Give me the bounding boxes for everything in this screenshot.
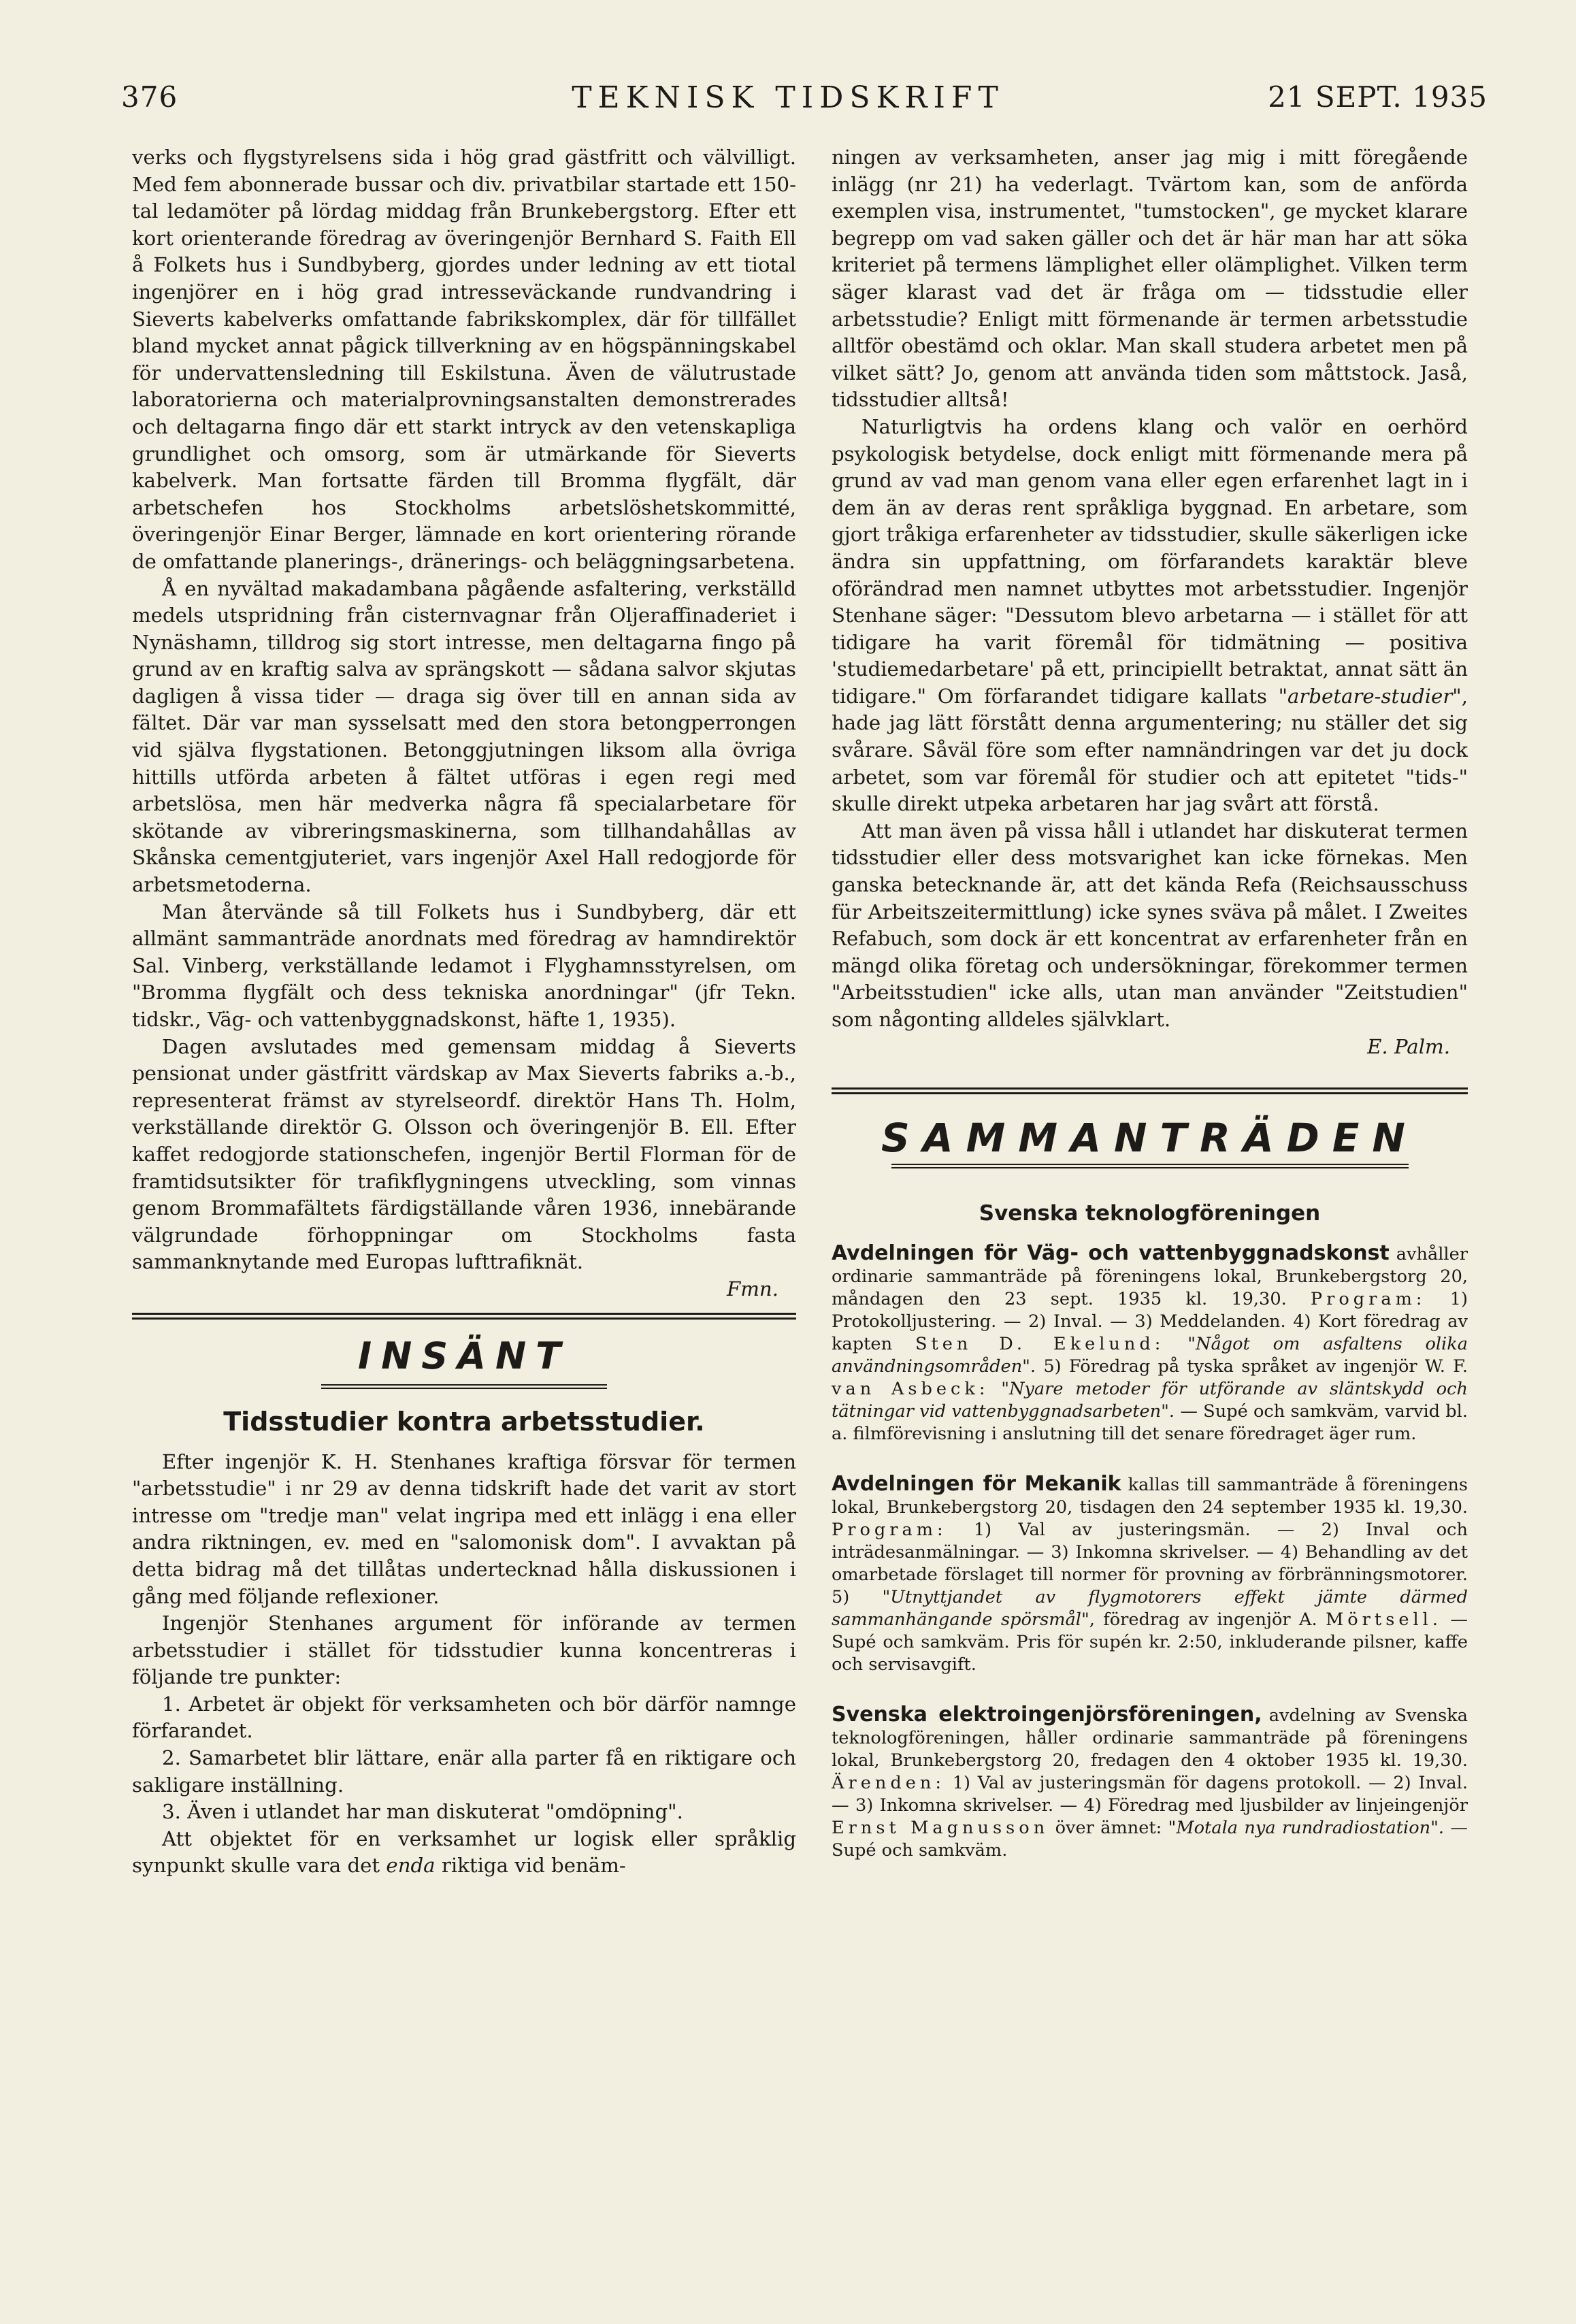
sammantraden-underline bbox=[891, 1164, 1409, 1168]
notice1-speaker1: Sten D. Ekelund: bbox=[915, 1334, 1165, 1355]
intro-paragraph-2: Å en nyvältad makadambana pågående asfaltering, verkställd medels utspridning från cisternvagnar från Oljeraffinaderiet i Nynäshamn, tilldrog sig stort intresse, men deltagarna fingo på grund av en kraftig salva av sprängskott — sådana salvor skjutas dagligen å vissa tider — draga sig över till en annan sida av fältet. Där var man sysselsatt med den stora betongperrongen vid själva flygstationen. Betonggjutningen liksom alla övriga hittills utförda arbeten å fältet utföras i egen regi med arbetslösa, men här medverka några få specialarbetare för skötande av vibreringsmaskinerna, som tillhandahållas av Skånska cementgjuteriet, vars ingenjör Axel Hall redogjorde för arbetsmetoderna. bbox=[132, 576, 796, 897]
notice-vag-vatten-heading: Avdelningen för Väg- och vattenbyggnadskonst bbox=[832, 1241, 1390, 1266]
notice-elektro-text bbox=[832, 1703, 1468, 1862]
article-point-3: 3. Även i utlandet har man diskuterat "omdöpning". bbox=[162, 1800, 683, 1824]
intro-paragraph-1: verks och flygstyrelsens sida i hög grad gästfritt och välvilligt. Med fem abonnerade bussar och div. privatbilar startade ett 150-tal ledamöter på lördag middag från Brunkebergstorg. Efter ett kort orienterande föredrag av överingenjör Bernhard S. Faith Ell å Folkets hus i Sundbyberg, gjordes under ledning av ett tiotal ingenjörer en i hög grad intresseväckande rundvandring i Sieverts kabelverks omfattande fabrikskomplex, där för tillfället bland mycket annat pågick tillverkning av en högspänningskabel för undervattensledning till Eskilstuna. Även de välutrustade laboratorierna och materialprovningsanstalten demonstrerades och deltagarna fingo där ett starkt intryck av den vetenskapliga grundlighet och omsorg, som är utmärkande för Sieverts kabelverk. Man fortsatte färden till Bromma flygfält, där arbetschefen hos Stockholms arbetslöshetskommitté, överingenjör Einar Berger, lämnade en kort orientering rörande de omfattande planerings-, dränerings- och beläggningsarbetena. bbox=[132, 146, 796, 573]
article-paragraph-2: Ingenjör Stenhanes argument för införande av termen arbetsstudier i stället för tidsstudier kunna koncentreras i följande tre punkter: bbox=[132, 1611, 796, 1689]
intro-signature: Fmn. bbox=[726, 1277, 778, 1300]
notice3-t2: 1) Val av justeringsmän för dagens protokoll. — 2) Inval. — 3) Inkomna skrivelser. — 4) Föredrag med ljusbilder av linjeingenjör bbox=[832, 1773, 1468, 1816]
org-heading: Svenska teknologföreningen bbox=[979, 1201, 1321, 1226]
notice1-t2: 1) Protokolljustering. — 2) Inval. — 3) Meddelanden. 4) Kort föredrag av kapten bbox=[832, 1289, 1468, 1355]
notice-vag-vatten bbox=[832, 1242, 1468, 1445]
p2-part-b: , hade jag lätt förstått denna argumentering; nu ställer det sig svårare. Såväl före som efter namnändringen var det ju dock arbetet, som var föremål för studier och att epitetet "tids-" skulle direkt utpeka arbetaren har jag svårt att förstå. bbox=[832, 684, 1468, 816]
notice1-t3: 5) Föredrag på tyska språket av ingenjör W. F. bbox=[1036, 1356, 1468, 1377]
sammantraden-rule-top bbox=[832, 1087, 1468, 1094]
article-paragraph-naturligtvis bbox=[832, 414, 1468, 818]
notice1-t4: — Supé och samkväm, varvid bl. a. filmförevisning i anslutning till det senare föredraget äger rum. bbox=[832, 1401, 1468, 1445]
notice3-program: Ärenden: bbox=[832, 1773, 945, 1794]
article-signature: E. Palm. bbox=[1367, 1034, 1450, 1058]
notice1-program: Program: bbox=[1310, 1289, 1426, 1310]
notice2-t2: 1) Val av justeringsmän. — 2) Inval och inträdesanmälningar. — 3) Inkomna skrivelser. — 4) Behandling av det omarbetade förslaget till normer för provning av förbränningsmotorer. 5) bbox=[832, 1520, 1468, 1608]
notice2-speaker: Mörtsell. bbox=[1326, 1609, 1442, 1631]
article-paragraph-utlandet: Att man även på vissa håll i utlandet har diskuterat termen tidsstudier eller dess motsvarighet kan icke förnekas. Men ganska betecknande är, att det kända Refa (Reichsausschuss für Arbeitszeitermittlung) icke synes sväva på målet. I Zweites Refabuch, som dock är ett koncentrat av erfarenheter från en mängd olika företag och undersökningar, förekommer termen "Arbeitsstudien" icke alls, utan man använder "Zeitstudien" som någonting alldeles självklart. bbox=[832, 819, 1468, 1031]
notice1-speaker2: van Asbeck: bbox=[832, 1379, 989, 1400]
notice1-title1: "Något om asfaltens olika användningsområden". bbox=[832, 1334, 1468, 1377]
intro-paragraph-3: Man återvände så till Folkets hus i Sundbyberg, där ett allmänt sammanträde anordnats med föredrag av hamndirektör Sal. Vinberg, verkställande ledamot i Flyghamnsstyrelsen, om "Bromma flygfält och dess tekniska anordningar" (jfr Tekn. tidskr., Väg- och vattenbyggnadskonst, häfte 1, 1935). bbox=[132, 900, 796, 1031]
notice3-speaker: Ernst Magnusson bbox=[832, 1818, 1049, 1839]
notice-elektro-heading: Svenska elektroingenjörsföreningen, bbox=[832, 1703, 1262, 1727]
article-last-after: riktiga vid benäm- bbox=[435, 1854, 626, 1878]
notice3-t4: — Supé och samkväm. bbox=[832, 1818, 1468, 1861]
notice2-program: Program: bbox=[832, 1520, 947, 1541]
notice2-t3: , föredrag av ingenjör A. bbox=[1089, 1609, 1326, 1631]
sammantraden-banner: SAMMANTRÄDEN bbox=[881, 1115, 1418, 1162]
article-continued-paragraph: ningen av verksamheten, anser jag mig i mitt föregående inlägg (nr 21) ha vederlagt. Tvärtom kan, som de anförda exemplen visa, instrumentet, "tumstocken", ge mycket klarare begrepp om vad saken gäller och det är här man har att söka kriteriet på termens lämplighet eller olämplighet. Vilken term säger klarast vad det är fråga om — tidsstudie eller arbetsstudie? Enligt mitt förmenande är termen arbetsstudie alltför obestämd och oklar. Man skall studera arbetet men på vilket sätt? Jo, genom att använda tiden som måttstock. Jaså, tidsstudier alltså! bbox=[832, 146, 1468, 412]
p2-italic: "arbetare-studier" bbox=[1278, 684, 1462, 708]
notice-mekanik-heading: Avdelningen för Mekanik bbox=[832, 1472, 1121, 1496]
notice3-t1: avdelning av Svenska teknologföreningen, håller ordinarie sammanträde på föreningens lokal, Brunkebergstorg 20, fredagen den 4 oktober 1935 kl. 19,30. bbox=[832, 1705, 1468, 1771]
notice-mekanik bbox=[832, 1473, 1468, 1676]
issue-date: 21 SEPT. 1935 bbox=[1268, 80, 1488, 114]
notice2-t1: kallas till sammanträde å föreningens lokal, Brunkebergstorg 20, tisdagen den 24 september 1935 kl. 19,30. bbox=[832, 1475, 1468, 1518]
notice3-title: "Motala nya rundradiostation". bbox=[1168, 1818, 1445, 1839]
journal-title: TEKNISK TIDSKRIFT bbox=[572, 80, 1004, 115]
notice1-title2: "Nyare metoder för utförande av släntskydd och tätningar vid vattenbyggnadsarbeten". bbox=[832, 1379, 1468, 1422]
article-point-1: 1. Arbetet är objekt för verksamheten och bör därför namnge förfarandet. bbox=[132, 1692, 796, 1743]
insant-underline bbox=[321, 1384, 607, 1389]
notice1-t1: avhåller ordinarie sammanträde på föreningens lokal, Brunkebergstorg 20, måndagen den 23 sept. 1935 kl. 19,30. bbox=[832, 1244, 1468, 1310]
article-paragraph-last bbox=[132, 1826, 796, 1880]
notice-elektro bbox=[832, 1703, 1468, 1862]
article-last-before: Att objektet för en verksamhet ur logisk eller språklig synpunkt skulle vara det bbox=[132, 1827, 796, 1878]
notice-vag-vatten-text bbox=[832, 1242, 1468, 1445]
article-paragraph-1: Efter ingenjör K. H. Stenhanes kraftiga försvar för termen "arbetsstudie" i nr 29 av denna tidskrift hade det varit av stort intresse om "tredje man" velat ingripa med ett inlägg i ena eller andra riktningen, ev. med en "salomonisk dom". I avvaktan på detta bidrag må det tillåtas undertecknad hålla diskussionen i gång med följande reflexioner. bbox=[132, 1450, 796, 1608]
notice-mekanik-text bbox=[832, 1473, 1468, 1676]
intro-paragraph-4: Dagen avslutades med gemensam middag å Sieverts pensionat under gästfritt värdskap av Max Sieverts fabriks a.-b., representerat främst av styrelseordf. direktör Hans Th. Holm, verkställande direktör G. Olsson och överingenjör B. Ell. Efter kaffet redogjorde stationschefen, ingenjör Bertil Florman för de framtidsutsikter för trafikflygningens utveckling, som vinnas genom Brommafältets färdigställande våren 1936, innebärande välgrundade förhoppningar om Stockholms fasta sammanknytande med Europas lufttrafiknät. bbox=[132, 1034, 796, 1274]
section-rule-top bbox=[132, 1313, 796, 1320]
p2-part-a: Naturligtvis ha ordens klang och valör en oerhörd psykologisk betydelse, dock enligt mitt förmenande mera på grund av vad man genom vana eller egen erfarenhet lagt in i dem än av deras rent språkliga byggnad. En arbetare, som gjort tråkiga erfarenheter av tidsstudier, skulle säkerligen icke ändra sin uppfattning, om förfarandets karaktär bleve oförändrad men namnet utbyttes mot arbetsstudier. Ingenjör Stenhane säger: "Dessutom blevo arbetarna — i stället för att tidigare ha varit föremål för tidmätning — positiva 'studiemedarbetare' på ett, principiellt betraktat, annat sätt än tidigare." Om förfarandet tidigare kallats bbox=[832, 414, 1468, 708]
notice2-t4: — Supé och samkväm. Pris för supén kr. 2:50, inkluderande pilsner, kaffe och servisavgift. bbox=[832, 1609, 1468, 1675]
notice3-t3: över ämnet: bbox=[1049, 1818, 1168, 1839]
article-point-2: 2. Samarbetet blir lättare, enär alla parter få en riktigare och sakligare inställning. bbox=[132, 1746, 796, 1797]
insant-banner: INSÄNT bbox=[358, 1334, 570, 1377]
right-column bbox=[832, 144, 1468, 1889]
page-number: 376 bbox=[121, 80, 178, 114]
article-last-italic: enda bbox=[386, 1854, 436, 1878]
article-title: Tidsstudier kontra arbetsstudier. bbox=[223, 1406, 705, 1437]
left-column bbox=[132, 144, 796, 1880]
notice2-title: "Utnyttjandet av flygmotorers effekt jämte därmed sammanhängande spörsmål" bbox=[832, 1587, 1468, 1631]
